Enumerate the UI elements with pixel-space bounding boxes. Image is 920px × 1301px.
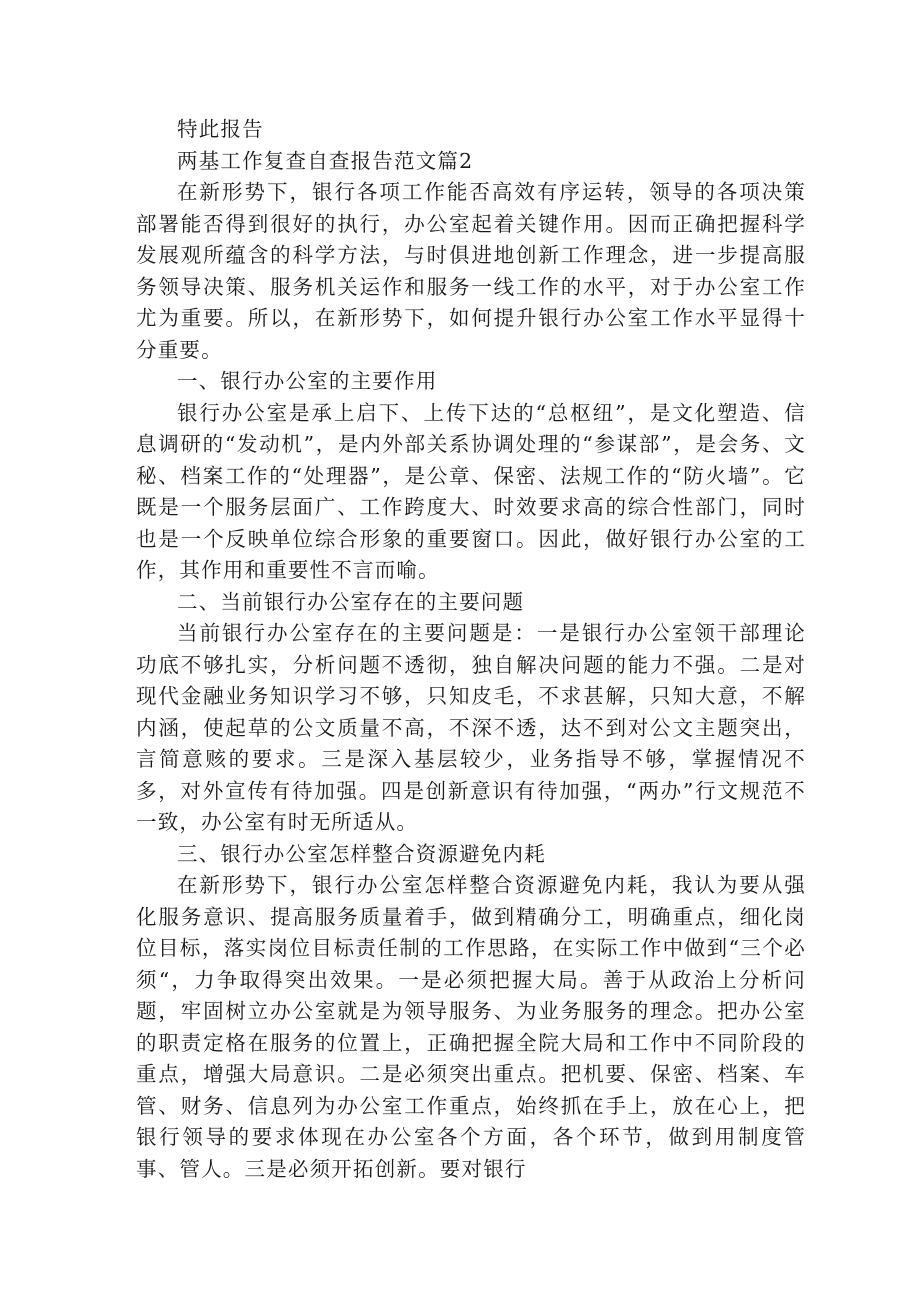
body-paragraph: 在新形势下，银行各项工作能否高效有序运转，领导的各项决策部署能否得到很好的执行，办公室起着关键作用。因而正确把握科学发展观所蕴含的科学方法，与时俱进地创新工作理念，进一步提高服务领导决策、服务机关运作和服务一线工作的水平，对于办公室工作尤为重要。所以，在新形势下，如何提升银行办公室工作水平显得十分重要。 [136, 180, 806, 362]
body-paragraph: 银行办公室是承上启下、上传下达的“总枢纽”，是文化塑造、信息调研的“发动机”，是内外部关系协调处理的“参谋部”，是会务、文秘、档案工作的“处理器”，是公章、保密、法规工作的“防火墙”。它既是一个服务层面广、工作跨度大、时效要求高的综合性部门，同时也是一个反映单位综合形象的重要窗口。因此，做好银行办公室的工作，其作用和重要性不言而喻。 [136, 400, 806, 582]
body-paragraph: 在新形势下，银行办公室怎样整合资源避免内耗，我认为要从强化服务意识、提高服务质量着手，做到精确分工，明确重点，细化岗位目标，落实岗位目标责任制的工作思路，在实际工作中做到“三个必须“，力争取得突出效果。一是必须把握大局。善于从政治上分析问题，牢固树立办公室就是为领导服务、为业务服务的理念。把办公室的职责定格在服务的位置上，正确把握全院大局和工作中不同阶段的重点，增强大局意识。二是必须突出重点。把机要、保密、档案、车管、财务、信息列为办公室工作重点，始终抓在手上，放在心上，把银行领导的要求体现在办公室各个方面，各个环节，做到用制度管事、管人。三是必须开拓创新。要对银行 [136, 873, 806, 1181]
document-body [136, 114, 806, 1185]
section-heading: 一、银行办公室的主要作用 [177, 369, 438, 393]
closing-line: 特此报告 [177, 117, 264, 141]
body-paragraph: 当前银行办公室存在的主要问题是：一是银行办公室领干部理论功底不够扎实，分析问题不透彻，独自解决问题的能力不强。二是对现代金融业务知识学习不够，只知皮毛，不求甚解，只知大意，不解内涵，使起草的公文质量不高，不深不透，达不到对公文主题突出，言简意赅的要求。三是深入基层较少，业务指导不够，掌握情况不多，对外宣传有待加强。四是创新意识有待加强，“两办”行文规范不一致，办公室有时无所适从。 [136, 621, 806, 834]
section-title: 两基工作复查自查报告范文篇2 [177, 148, 474, 173]
section-heading: 三、银行办公室怎样整合资源避免内耗 [177, 841, 546, 866]
section-heading: 二、当前银行办公室存在的主要问题 [177, 589, 525, 614]
